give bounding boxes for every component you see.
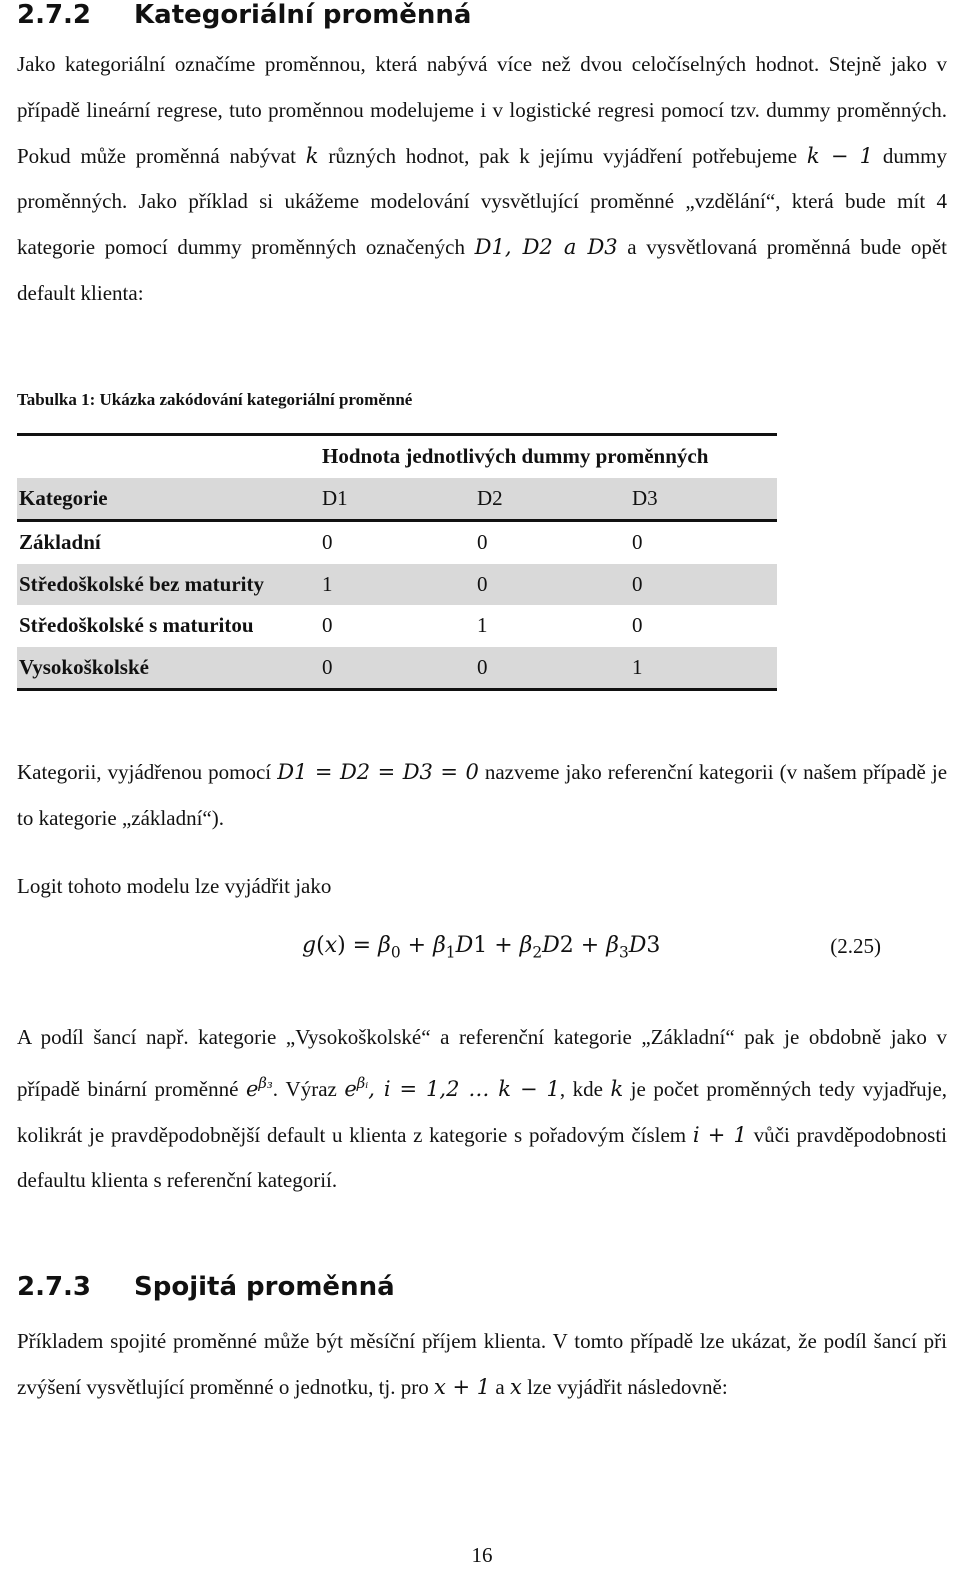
dummy-coding-table xyxy=(17,433,777,691)
math-e: e xyxy=(245,1076,259,1101)
paragraph-categorical-intro xyxy=(17,42,947,317)
math-dummy-vars: D1, D2 a D3 xyxy=(474,235,618,260)
section-title: Spojitá proměnná xyxy=(134,1272,395,1302)
table-cell: 1 xyxy=(322,564,477,606)
header-cell: D3 xyxy=(632,478,777,521)
section-number: 2.7.3 xyxy=(17,1272,92,1302)
row-label: Základní xyxy=(19,530,101,555)
section-number: 2.7.2 xyxy=(17,0,92,30)
paragraph-odds-ratio xyxy=(17,1015,947,1204)
math-k-minus-1: k − 1 xyxy=(806,143,874,168)
table-cell: 0 xyxy=(632,613,643,638)
paragraph-logit-intro: Logit tohoto modelu lze vyjádřit jako xyxy=(17,874,332,898)
header-cell: D2 xyxy=(477,478,632,521)
text-run: a xyxy=(490,1374,510,1399)
text-run: různých hodnot, pak k jejímu vyjádření potřebujeme xyxy=(318,143,807,168)
header-cell: D1 xyxy=(322,478,477,521)
group-header: Hodnota jednotlivých dummy proměnných xyxy=(322,435,777,478)
section-heading-2-7-3 xyxy=(17,1272,395,1302)
table-header-row xyxy=(17,478,777,521)
text-run: Jako kategoriální označíme proměnnou, která nabývá více než dvou celočíselných hodnot. Stejně jako v případě lineární regrese, tuto proměnnou modelujeme i v logistické regresi pomocí tzv. dummy proměnných. Pokud může proměnná nabývat xyxy=(17,52,947,168)
table-cell: 0 xyxy=(322,530,333,555)
table-cell: 0 xyxy=(477,564,632,606)
table-group-header-row xyxy=(17,435,777,478)
row-label: Středoškolské s maturitou xyxy=(19,613,254,638)
page-number: 16 xyxy=(471,1543,493,1567)
math-x-plus-1: x + 1 xyxy=(434,1374,491,1399)
table-row xyxy=(17,564,777,606)
text-run: je počet proměnných tedy vyjadřuje, kolikrát je pravděpodobnější default u klienta z kategorie s pořadovým číslem xyxy=(17,1076,948,1147)
math-k: k xyxy=(610,1076,624,1101)
text-run: dummy proměnných. Jako příklad si ukážeme modelování vysvětlující proměnné „vzdělání“, která bude mít 4 kategorie pomocí dummy proměnných označených xyxy=(17,143,947,260)
header-cell: Kategorie xyxy=(17,478,322,521)
math-beta-i: βᵢ xyxy=(356,1074,369,1092)
table-row xyxy=(17,605,777,647)
text-run: a vysvětlovaná proměnná bude opět default klienta: xyxy=(17,235,947,305)
math-i-plus-1: i + 1 xyxy=(692,1122,747,1147)
text-run: Kategorii, vyjádřenou pomocí xyxy=(17,760,278,784)
math-beta3: β₃ xyxy=(258,1074,273,1092)
text-run: lze vyjádřit následovně: xyxy=(521,1374,728,1399)
table-caption: Tabulka 1: Ukázka zakódování kategoriální proměnné xyxy=(17,390,413,409)
table-row xyxy=(17,521,777,564)
row-label: Středoškolské bez maturity xyxy=(17,564,322,606)
table-cell: 0 xyxy=(632,530,643,555)
math-reference-condition: D1 = D2 = D3 = 0 xyxy=(277,760,479,784)
math-index-range: , i = 1,2 … k − 1 xyxy=(368,1076,560,1101)
paragraph-continuous-variable xyxy=(17,1319,947,1411)
math-e: e xyxy=(344,1076,357,1101)
table-cell: 0 xyxy=(322,613,333,638)
section-title: Kategoriální proměnná xyxy=(134,0,472,30)
table-cell: 0 xyxy=(322,647,477,690)
text-run: A podíl šancí např. kategorie „Vysokoškolské“ a referenční kategorie „Základní“ pak je obdobně jako v případě binární proměnné xyxy=(17,1025,947,1101)
text-run: nazveme jako referenční kategorii (v našem případě je to kategorie „základní“). xyxy=(17,760,948,830)
row-label: Vysokoškolské xyxy=(17,647,322,690)
table-cell: 1 xyxy=(477,613,488,638)
section-heading-2-7-2 xyxy=(17,0,471,30)
math-k: k xyxy=(305,143,319,168)
table-cell: 0 xyxy=(632,564,777,606)
table-row xyxy=(17,647,777,690)
text-run: vůči pravděpodobnosti defaultu klienta s referenční kategorií. xyxy=(17,1122,947,1193)
table-cell: 1 xyxy=(632,647,777,690)
paragraph-reference-category xyxy=(17,750,947,842)
equation-logit: $g(x) = \beta_0 + \beta_1D1 + \beta_2D2 + \beta_3D3$ xyxy=(302,933,661,962)
text-run: , kde xyxy=(559,1076,611,1101)
text-run: . Výraz xyxy=(272,1076,345,1101)
equation-number: (2.25) xyxy=(830,934,881,958)
table-cell: 0 xyxy=(477,647,632,690)
text-run: Příkladem spojité proměnné může být měsíční příjem klienta. V tomto případě lze ukázat, že podíl šancí při zvýšení vysvětlující proměnné o jednotku, tj. pro xyxy=(17,1329,947,1399)
math-x: x xyxy=(510,1374,522,1399)
table-cell: 0 xyxy=(477,530,488,555)
